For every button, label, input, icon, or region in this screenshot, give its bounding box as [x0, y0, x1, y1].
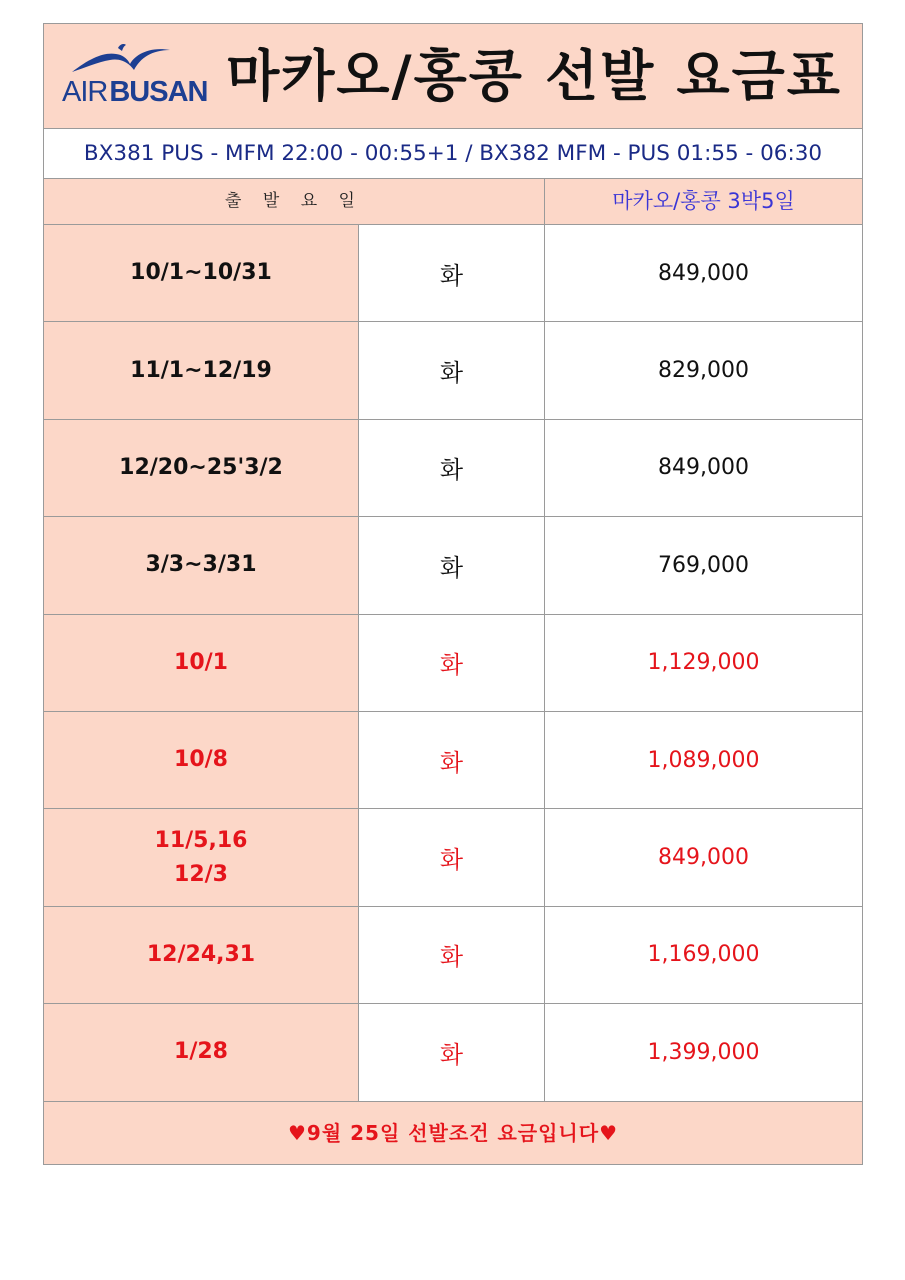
weekday-cell: 화 — [359, 712, 545, 808]
table-row — [44, 1004, 862, 1101]
weekday-cell: 화 — [359, 322, 545, 418]
price-cell: 849,000 — [545, 809, 862, 905]
price-cell: 829,000 — [545, 322, 862, 418]
departure-date-text: 11/5,16 — [154, 827, 248, 853]
table-row — [44, 615, 862, 712]
air-busan-logo — [62, 42, 208, 112]
departure-date-text: 10/1~10/31 — [130, 260, 272, 286]
table-row — [44, 225, 862, 322]
departure-date-text: 12/20~25'3/2 — [119, 454, 283, 480]
price-cell: 1,169,000 — [545, 907, 862, 1003]
departure-date-cell — [44, 615, 359, 711]
departure-date-text: 12/3 — [174, 861, 228, 887]
table-row — [44, 809, 862, 906]
logo-wordmark — [62, 76, 207, 109]
departure-date-cell — [44, 1004, 359, 1100]
weekday-cell: 화 — [359, 517, 545, 613]
departure-date-cell — [44, 420, 359, 516]
seagull-icon — [66, 42, 176, 76]
departure-date-cell — [44, 712, 359, 808]
fare-table-sheet — [43, 23, 863, 1165]
fare-rows — [44, 225, 862, 1102]
page-title: 마카오/홍콩 선발 요금표 — [226, 44, 842, 108]
price-cell: 849,000 — [545, 420, 862, 516]
weekday-cell: 화 — [359, 225, 545, 321]
weekday-cell: 화 — [359, 1004, 545, 1100]
table-row — [44, 907, 862, 1004]
departure-date-text: 10/8 — [174, 747, 228, 773]
departure-date-text: 10/1 — [174, 649, 228, 675]
price-cell: 1,399,000 — [545, 1004, 862, 1100]
departure-date-cell — [44, 322, 359, 418]
logo-busan-text: BUSAN — [109, 76, 208, 108]
footer-notice: ♥9월 25일 선발조건 요금입니다♥ — [44, 1102, 862, 1164]
price-cell: 1,089,000 — [545, 712, 862, 808]
table-header-row — [44, 179, 862, 225]
departure-date-text: 11/1~12/19 — [130, 357, 272, 383]
title-row — [44, 24, 862, 129]
package-header: 마카오/홍콩 3박5일 — [612, 189, 795, 213]
departure-date-text: 3/3~3/31 — [145, 552, 257, 578]
weekday-cell: 화 — [359, 420, 545, 516]
departure-date-cell — [44, 225, 359, 321]
departure-date-cell — [44, 809, 359, 905]
table-row — [44, 420, 862, 517]
flight-schedule: BX381 PUS - MFM 22:00 - 00:55+1 / BX382 MFM - PUS 01:55 - 06:30 — [44, 129, 862, 179]
departure-date-cell — [44, 517, 359, 613]
table-row — [44, 517, 862, 614]
departure-date-text: 12/24,31 — [146, 941, 256, 967]
departure-day-header: 출 발 요 일 — [44, 179, 545, 224]
logo-air-text: AIR — [62, 76, 108, 108]
weekday-cell: 화 — [359, 809, 545, 905]
weekday-cell: 화 — [359, 615, 545, 711]
price-cell: 1,129,000 — [545, 615, 862, 711]
table-row — [44, 322, 862, 419]
table-row — [44, 712, 862, 809]
price-cell: 769,000 — [545, 517, 862, 613]
weekday-cell: 화 — [359, 907, 545, 1003]
price-cell: 849,000 — [545, 225, 862, 321]
departure-date-cell — [44, 907, 359, 1003]
departure-date-text: 1/28 — [174, 1039, 228, 1065]
